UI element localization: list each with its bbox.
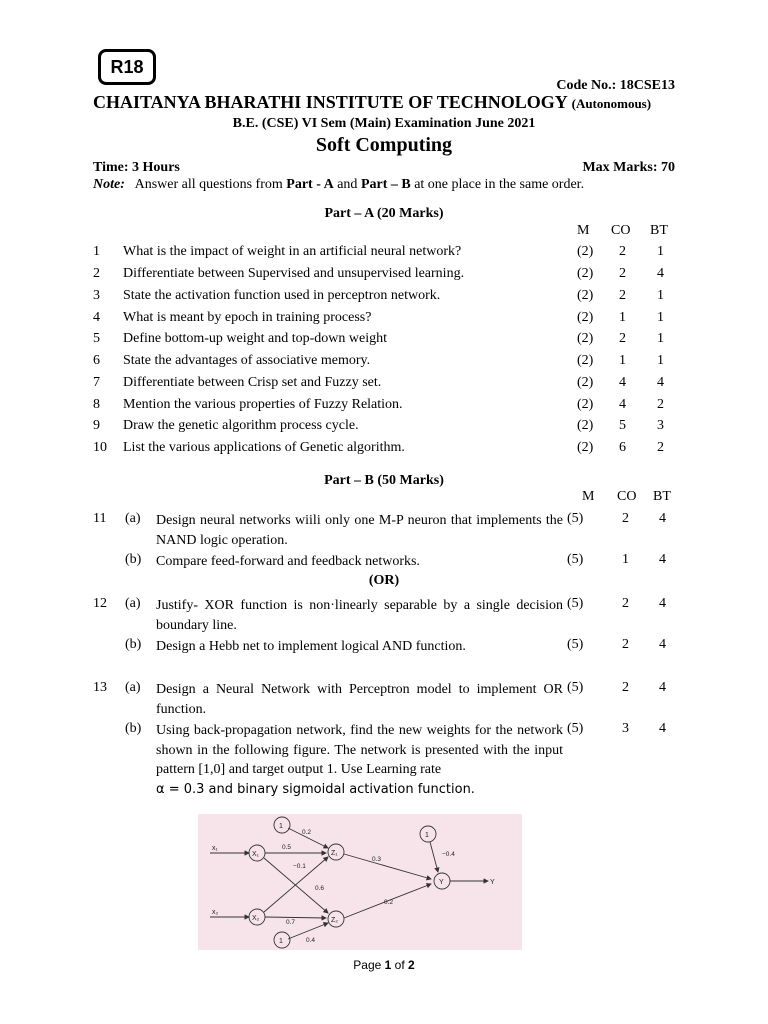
max-marks-label: Max Marks: 70 [582,160,675,175]
question-text-main: Design a Neural Network with Perceptron model to implement OR function. [156,682,563,717]
part-a-question [93,331,675,351]
question-text-main: Design neural networks wiili only one M-P neuron that implements the NAND logic operation. [156,513,563,548]
question-number: 6 [93,353,100,368]
note-part-b: Part – B [360,177,411,192]
question-co: 2 [619,244,626,259]
instructions-note [93,177,584,193]
subject-title: Soft Computing [315,134,453,156]
page-of: of [391,958,409,972]
question-marks: (2) [577,375,594,390]
autonomous-label: (Autonomous) [571,96,652,111]
question-bt: 4 [659,721,666,736]
bias-label: 1 [279,938,283,945]
question-bt: 2 [657,397,664,412]
weight-label: 0.2 [302,829,312,836]
z1-label: Z₁ [331,850,338,857]
x2-label: X₂ [252,915,260,922]
question-marks: (5) [567,637,584,652]
question-bt: 4 [659,596,666,611]
question-bt: 4 [657,375,664,390]
question-bt: 1 [657,331,664,346]
part-a-question [93,244,675,264]
question-text-main: Design a Hebb net to implement logical AND function. [156,639,466,654]
question-marks: (2) [577,353,594,368]
output-label: Y [490,879,495,886]
question-text [156,596,563,635]
note-text: Answer all questions from [134,177,287,192]
page-number: 1 [384,958,392,972]
question-bt: 4 [659,511,666,526]
question-text: State the activation function used in perceptron network. [123,288,441,303]
question-number: 4 [93,310,100,325]
weight-label: 0.7 [286,919,296,926]
page-total: 2 [408,958,415,972]
question-co: 6 [619,440,626,455]
note-part-a: Part - A [286,177,334,192]
edge [265,917,326,918]
question-co: 2 [619,266,626,281]
question-marks: (2) [577,397,594,412]
question-bt: 2 [657,440,664,455]
weight-label: 0.4 [306,937,316,944]
network-figure [198,814,522,950]
note-text: at one place in the same order. [410,177,585,192]
question-number: 10 [93,440,107,455]
weight-label: 0.6 [315,885,325,892]
question-text [156,637,563,657]
page-footer [0,958,768,972]
question-bt: 4 [659,552,666,567]
question-marks: (2) [577,418,594,433]
edge [344,854,431,879]
question-co: 1 [622,552,629,567]
question-part: (a) [125,680,141,695]
part-a-question [93,375,675,395]
question-part: (b) [125,637,142,652]
question-bt: 4 [659,680,666,695]
col-header-m: M [582,489,595,504]
question-bt: 3 [657,418,664,433]
question-bt: 4 [657,266,664,281]
question-co: 4 [619,397,626,412]
question-marks: (5) [567,680,584,695]
question-marks: (2) [577,244,594,259]
col-header-bt: BT [650,223,668,238]
bias-label: 1 [279,823,283,830]
question-co: 1 [619,310,626,325]
question-bt: 1 [657,353,664,368]
part-b-heading: Part – B (50 Marks) [324,473,444,488]
question-marks: (2) [577,331,594,346]
part-a-question [93,397,675,417]
question-co: 2 [622,596,629,611]
question-co: 5 [619,418,626,433]
question-text: What is the impact of weight in an artificial neural network? [123,244,462,259]
question-number: 8 [93,397,100,412]
question-text-main: Justify- XOR function is non·linearly separable by a single decision boundary line. [156,598,563,633]
bias-label: 1 [425,832,429,839]
question-bt: 1 [657,244,664,259]
input-x2-label: x₂ [212,909,219,916]
weight-label: 0.5 [282,844,292,851]
question-co: 1 [619,353,626,368]
question-bt: 1 [657,310,664,325]
page-prefix: Page [353,958,385,972]
question-number: 7 [93,375,100,390]
code-number: Code No.: 18CSE13 [556,78,675,93]
question-text [156,721,563,799]
input-x1-label: x₁ [212,845,218,852]
part-a-question [93,440,675,460]
question-text: Differentiate between Crisp set and Fuzzy set. [123,375,382,390]
col-header-m: M [577,223,590,238]
question-marks: (5) [567,596,584,611]
question-text: Define bottom-up weight and top-down weight [123,331,388,346]
question-number: 5 [93,331,100,346]
question-text [156,511,563,550]
or-separator: (OR) [368,573,400,588]
question-co: 2 [622,680,629,695]
edge [430,842,438,872]
part-a-question [93,353,675,373]
time-label: Time: 3 Hours [93,160,180,175]
question-text: Mention the various properties of Fuzzy Relation. [123,397,403,412]
note-label: Note: [93,177,125,192]
question-marks: (5) [567,721,584,736]
question-bt: 1 [657,288,664,303]
question-co: 2 [619,331,626,346]
question-marks: (5) [567,511,584,526]
node-labels [212,823,495,945]
exam-title: B.E. (CSE) VI Sem (Main) Examination June 2021 [232,116,536,131]
question-number: 2 [93,266,100,281]
question-bt: 4 [659,637,666,652]
question-marks: (5) [567,552,584,567]
regulation-badge: R18 [98,49,156,85]
question-text-main: Compare feed-forward and feedback networks. [156,554,420,569]
question-part: (a) [125,511,141,526]
col-header-bt: BT [653,489,671,504]
part-a-question [93,266,675,286]
question-text [156,680,563,719]
question-text-main: Using back-propagation network, find the new weights for the network shown in the following figure. The network is presented with the input pattern [1,0] and target output 1. Use Learning rate [156,723,563,777]
question-text-continued: α = 0.3 and binary sigmoidal activation function. [156,781,475,797]
question-text: Differentiate between Supervised and unsupervised learning. [123,266,465,281]
question-number: 11 [93,511,107,526]
question-marks: (2) [577,440,594,455]
question-text: Draw the genetic algorithm process cycle. [123,418,359,433]
weight-label: 0.2 [384,899,394,906]
question-co: 2 [622,637,629,652]
question-co: 2 [619,288,626,303]
y-label: Y [439,879,444,886]
question-number: 9 [93,418,100,433]
weight-labels [282,829,455,944]
question-text: What is meant by epoch in training process? [123,310,372,325]
question-part: (b) [125,552,142,567]
col-header-co: CO [611,223,631,238]
question-number: 12 [93,596,107,611]
note-text: and [333,177,361,192]
question-marks: (2) [577,288,594,303]
question-marks: (2) [577,266,594,281]
institute-title: CHAITANYA BHARATHI INSTITUTE OF TECHNOLOGY [93,92,568,112]
part-a-question [93,418,675,438]
question-part: (a) [125,596,141,611]
question-text: State the advantages of associative memory. [123,353,371,368]
question-text: List the various applications of Genetic algorithm. [123,440,405,455]
z2-label: Z₂ [331,917,338,924]
question-co: 4 [619,375,626,390]
question-text [156,552,563,572]
weight-label: −0.4 [442,851,455,858]
weight-label: 0.3 [372,856,382,863]
col-header-co: CO [617,489,637,504]
part-a-heading: Part – A (20 Marks) [324,206,444,221]
question-number: 13 [93,680,107,695]
question-number: 3 [93,288,100,303]
network-diagram [198,814,522,950]
question-part: (b) [125,721,142,736]
question-co: 3 [622,721,629,736]
weight-label: −0.1 [293,863,306,870]
x1-label: X₁ [252,851,260,858]
question-number: 1 [93,244,100,259]
question-marks: (2) [577,310,594,325]
part-a-question [93,288,675,308]
question-co: 2 [622,511,629,526]
part-a-question [93,310,675,330]
institute-name [93,92,651,113]
